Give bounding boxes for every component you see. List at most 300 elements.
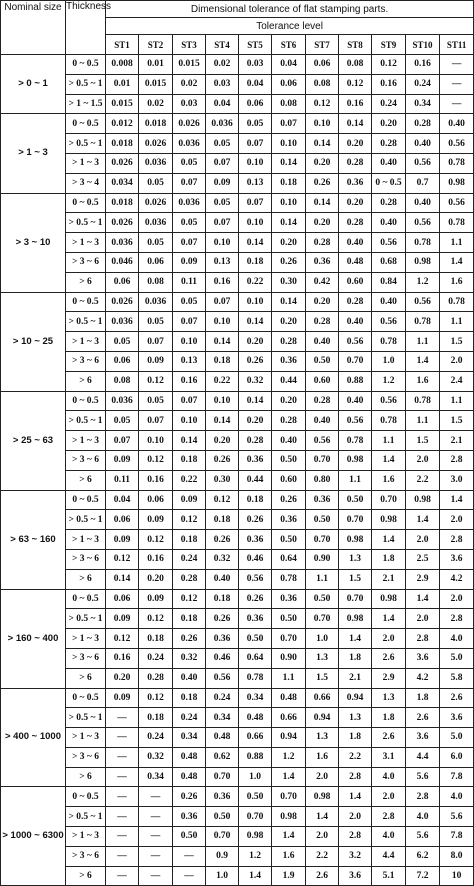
tolerance-value-cell: 0.78	[406, 391, 440, 411]
tolerance-value-cell: 0.16	[406, 55, 440, 75]
tolerance-value-cell: 0.40	[339, 312, 372, 332]
tolerance-value-cell: 0.12	[139, 371, 173, 391]
tolerance-value-cell: 0.05	[139, 233, 173, 253]
level-header-st6: ST6	[272, 35, 306, 55]
tolerance-value-cell: 0.28	[339, 292, 372, 312]
tolerance-value-cell: —	[173, 866, 206, 886]
tolerance-value-cell: 0.06	[239, 94, 272, 114]
tolerance-value-cell: 4.0	[440, 787, 474, 807]
table-row	[1, 767, 474, 787]
tolerance-value-cell: 0.30	[206, 470, 239, 490]
thickness-cell: > 1 ~ 3	[66, 233, 106, 253]
thickness-cell: > 6	[66, 866, 106, 886]
tolerance-value-cell: 0.98	[339, 450, 372, 470]
tolerance-value-cell: 0.28	[272, 332, 306, 352]
tolerance-value-cell: 7.8	[440, 767, 474, 787]
tolerance-value-cell: 1.0	[239, 767, 272, 787]
tolerance-value-cell: 0.98	[339, 530, 372, 550]
tolerance-value-cell: 1.4	[372, 609, 406, 629]
tolerance-value-cell: 0.026	[106, 213, 139, 233]
tolerance-value-cell: 0.78	[239, 668, 272, 688]
tolerance-value-cell: 0.50	[272, 450, 306, 470]
tolerance-value-cell: 0.40	[406, 134, 440, 154]
tolerance-value-cell: 0.56	[372, 391, 406, 411]
thickness-cell: > 1 ~ 3	[66, 530, 106, 550]
tolerance-value-cell: 0.10	[239, 292, 272, 312]
tolerance-value-cell: 2.0	[406, 450, 440, 470]
table-row	[1, 94, 474, 114]
tolerance-value-cell: 2.0	[406, 609, 440, 629]
tolerance-value-cell: 0.48	[206, 728, 239, 748]
tolerance-value-cell: 0.026	[173, 114, 206, 134]
table-row	[1, 351, 474, 371]
tolerance-value-cell: 0.18	[206, 510, 239, 530]
tolerance-value-cell: 0.66	[306, 688, 339, 708]
table-row	[1, 728, 474, 748]
tolerance-value-cell: 0.036	[106, 312, 139, 332]
level-header-st9: ST9	[372, 35, 406, 55]
tolerance-value-cell: 0.66	[272, 708, 306, 728]
tolerance-value-cell: 2.8	[339, 767, 372, 787]
tolerance-value-cell: 0.36	[306, 490, 339, 510]
tolerance-value-cell: 0.36	[206, 787, 239, 807]
tolerance-value-cell: 0.10	[272, 193, 306, 213]
thickness-cell: 0 ~ 0.5	[66, 193, 106, 213]
tolerance-value-cell: 0.40	[339, 391, 372, 411]
tolerance-value-cell: 2.0	[372, 629, 406, 649]
tolerance-value-cell: 0.06	[106, 272, 139, 292]
tolerance-value-cell: 0.26	[206, 530, 239, 550]
tolerance-value-cell: 1.5	[306, 668, 339, 688]
table-row	[1, 569, 474, 589]
tolerance-value-cell: 0.16	[206, 272, 239, 292]
table-row	[1, 549, 474, 569]
tolerance-value-cell: 0.34	[206, 708, 239, 728]
tolerance-value-cell: 0.18	[206, 589, 239, 609]
tolerance-value-cell: 1.4	[239, 866, 272, 886]
tolerance-value-cell: 0.07	[139, 332, 173, 352]
tolerance-value-cell: 0.70	[239, 807, 272, 827]
tolerance-value-cell: 0.10	[206, 233, 239, 253]
tolerance-value-cell: 0.80	[306, 470, 339, 490]
tolerance-value-cell: 0.46	[206, 648, 239, 668]
tolerance-value-cell: 0.08	[106, 371, 139, 391]
table-row	[1, 708, 474, 728]
thickness-cell: > 1 ~ 3	[66, 332, 106, 352]
tolerance-value-cell: 0.32	[139, 747, 173, 767]
tolerance-value-cell: 0.44	[239, 470, 272, 490]
table-row	[1, 589, 474, 609]
tolerance-value-cell: 0.40	[306, 411, 339, 431]
tolerance-value-cell: 4.0	[406, 807, 440, 827]
tolerance-value-cell: 0.06	[272, 74, 306, 94]
tolerance-value-cell: 0.90	[306, 549, 339, 569]
tolerance-value-cell: 0.08	[339, 55, 372, 75]
tolerance-value-cell: 0.13	[173, 351, 206, 371]
tolerance-value-cell: 0.09	[173, 490, 206, 510]
tolerance-value-cell: 0.13	[206, 252, 239, 272]
thickness-cell: > 3 ~ 6	[66, 351, 106, 371]
tolerance-value-cell: 2.6	[372, 728, 406, 748]
tolerance-value-cell: 0.98	[440, 173, 474, 193]
tolerance-value-cell: 0.14	[272, 153, 306, 173]
tolerance-value-cell: 0.64	[239, 648, 272, 668]
tolerance-value-cell: 0.09	[106, 450, 139, 470]
thickness-cell: 0 ~ 0.5	[66, 787, 106, 807]
tolerance-value-cell: 0.14	[272, 292, 306, 312]
tolerance-value-cell: 2.6	[372, 648, 406, 668]
tolerance-value-cell: 0.26	[173, 629, 206, 649]
tolerance-value-cell: 0.36	[239, 450, 272, 470]
tolerance-value-cell: —	[106, 767, 139, 787]
tolerance-value-cell: 0.26	[206, 609, 239, 629]
thickness-cell: > 3 ~ 6	[66, 648, 106, 668]
table-row	[1, 431, 474, 451]
tolerance-value-cell: 0.18	[173, 688, 206, 708]
tolerance-value-cell: 0.10	[239, 213, 272, 233]
tolerance-value-cell: 0.07	[206, 292, 239, 312]
tolerance-value-cell: 8.0	[440, 846, 474, 866]
tolerance-value-cell: 0.10	[272, 134, 306, 154]
tolerance-value-cell: 0.09	[139, 510, 173, 530]
tolerance-value-cell: 2.6	[306, 866, 339, 886]
tolerance-value-cell: 0.036	[173, 193, 206, 213]
tolerance-value-cell: 0.40	[372, 292, 406, 312]
tolerance-value-cell: 0.70	[206, 827, 239, 847]
nominal-size-cell: > 160 ~ 400	[1, 589, 66, 688]
tolerance-value-cell: 0.12	[139, 530, 173, 550]
tolerance-value-cell: 1.4	[339, 787, 372, 807]
tolerance-value-cell: 1.2	[272, 747, 306, 767]
tolerance-value-cell: 0.10	[239, 153, 272, 173]
tolerance-value-cell: 0.02	[139, 94, 173, 114]
thickness-cell: > 3 ~ 4	[66, 173, 106, 193]
tolerance-value-cell: 0.06	[306, 55, 339, 75]
thickness-cell: > 6	[66, 767, 106, 787]
tolerance-value-cell: 0.28	[339, 153, 372, 173]
tolerance-value-cell: 0.78	[406, 312, 440, 332]
tolerance-value-cell: 0.09	[106, 530, 139, 550]
tolerance-value-cell: 1.1	[440, 312, 474, 332]
tolerance-value-cell: 0.036	[106, 233, 139, 253]
tolerance-value-cell: 0.26	[306, 173, 339, 193]
tolerance-value-cell: 0.50	[306, 589, 339, 609]
tolerance-value-cell: 0.16	[139, 470, 173, 490]
thickness-cell: > 0.5 ~ 1	[66, 411, 106, 431]
tolerance-value-cell: 0.12	[106, 549, 139, 569]
tolerance-value-cell: 0.22	[206, 371, 239, 391]
tolerance-value-cell: —	[173, 846, 206, 866]
tolerance-value-cell: 1.3	[306, 648, 339, 668]
thickness-cell: > 0.5 ~ 1	[66, 312, 106, 332]
tolerance-value-cell: 0.40	[406, 193, 440, 213]
tolerance-value-cell: 3.1	[372, 747, 406, 767]
tolerance-value-cell: 2.1	[440, 431, 474, 451]
thickness-cell: > 3 ~ 6	[66, 450, 106, 470]
thickness-cell: > 1 ~ 1.5	[66, 94, 106, 114]
tolerance-value-cell: 0.26	[272, 490, 306, 510]
tolerance-value-cell: 0.26	[239, 510, 272, 530]
tolerance-value-cell: 0.26	[173, 787, 206, 807]
tolerance-value-cell: 0.05	[139, 312, 173, 332]
tolerance-value-cell: 0.70	[206, 767, 239, 787]
tolerance-value-cell: 0.12	[173, 510, 206, 530]
table-row	[1, 787, 474, 807]
tolerance-value-cell: 0.40	[272, 431, 306, 451]
tolerance-value-cell: —	[106, 708, 139, 728]
tolerance-value-cell: 0.34	[173, 728, 206, 748]
tolerance-value-cell: —	[139, 846, 173, 866]
tolerance-value-cell: 0.14	[239, 391, 272, 411]
tolerance-value-cell: 1.6	[406, 371, 440, 391]
tolerance-value-cell: 0.36	[173, 807, 206, 827]
tolerance-value-cell: 0.026	[139, 134, 173, 154]
tolerance-value-cell: 0.20	[272, 391, 306, 411]
tolerance-value-cell: 0.36	[272, 351, 306, 371]
tolerance-value-cell: 0.62	[206, 747, 239, 767]
tolerance-value-cell: 0.50	[306, 351, 339, 371]
tolerance-value-cell: 0.015	[173, 55, 206, 75]
table-row	[1, 153, 474, 173]
tolerance-value-cell: 3.6	[339, 866, 372, 886]
tolerance-value-cell: 3.6	[440, 549, 474, 569]
tolerance-value-cell: 5.6	[406, 767, 440, 787]
tolerance-value-cell: 0.7	[406, 173, 440, 193]
tolerance-value-cell: 0.40	[372, 153, 406, 173]
thickness-cell: > 3 ~ 6	[66, 252, 106, 272]
thickness-cell: 0 ~ 0.5	[66, 391, 106, 411]
table-row	[1, 391, 474, 411]
thickness-cell: > 6	[66, 668, 106, 688]
tolerance-value-cell: 0.42	[306, 272, 339, 292]
tolerance-value-cell: 0.78	[372, 332, 406, 352]
tolerance-value-cell: 0.94	[339, 688, 372, 708]
tolerance-value-cell: 0.07	[173, 173, 206, 193]
tolerance-value-cell: 0.40	[173, 668, 206, 688]
table-row	[1, 866, 474, 886]
tolerance-value-cell: 5.0	[440, 728, 474, 748]
thickness-cell: > 6	[66, 470, 106, 490]
tolerance-value-cell: 0.05	[139, 391, 173, 411]
tolerance-value-cell: 0.24	[139, 728, 173, 748]
tolerance-value-cell: 0.36	[339, 173, 372, 193]
tolerance-value-cell: 0.12	[173, 589, 206, 609]
tolerance-value-cell: 0.70	[306, 530, 339, 550]
tolerance-value-cell: 0.14	[239, 233, 272, 253]
tolerance-value-cell: 1.5	[339, 569, 372, 589]
tolerance-value-cell: 0.08	[306, 74, 339, 94]
tolerance-value-cell: 0.28	[239, 431, 272, 451]
tolerance-value-cell: 1.2	[406, 272, 440, 292]
table-row	[1, 510, 474, 530]
table-row	[1, 668, 474, 688]
tolerance-value-cell: 0.98	[406, 252, 440, 272]
tolerance-value-cell: 1.4	[272, 827, 306, 847]
thickness-cell: > 0.5 ~ 1	[66, 134, 106, 154]
nominal-size-cell: > 1 ~ 3	[1, 114, 66, 193]
tolerance-value-cell: 4.2	[440, 569, 474, 589]
nominal-size-cell: > 3 ~ 10	[1, 193, 66, 292]
level-header-st8: ST8	[339, 35, 372, 55]
table-row	[1, 470, 474, 490]
tolerance-value-cell: 0.04	[206, 94, 239, 114]
tolerance-value-cell: 0.08	[139, 272, 173, 292]
tolerance-value-cell: 0.14	[206, 332, 239, 352]
nominal-size-cell: > 400 ~ 1000	[1, 688, 66, 787]
tolerance-value-cell: 0.50	[339, 490, 372, 510]
tolerance-value-cell: 0.04	[106, 490, 139, 510]
tolerance-value-cell: 5.6	[440, 807, 474, 827]
level-header-st3: ST3	[173, 35, 206, 55]
thickness-cell: > 1 ~ 3	[66, 431, 106, 451]
tolerance-value-cell: 0.18	[239, 252, 272, 272]
table-row	[1, 134, 474, 154]
table-row	[1, 272, 474, 292]
tolerance-value-cell: 2.2	[306, 846, 339, 866]
thickness-cell: > 1 ~ 3	[66, 827, 106, 847]
table-body	[1, 1, 474, 886]
tolerance-value-cell: 0.90	[272, 648, 306, 668]
table-row	[1, 827, 474, 847]
tolerance-value-cell: 1.1	[272, 668, 306, 688]
tolerance-value-cell: 0.05	[139, 173, 173, 193]
tolerance-value-cell: 0.50	[306, 510, 339, 530]
nominal-size-cell: > 1000 ~ 6300	[1, 787, 66, 886]
tolerance-value-cell: 0.11	[106, 470, 139, 490]
tolerance-value-cell: 5.8	[440, 668, 474, 688]
tolerance-value-cell: 0.12	[139, 450, 173, 470]
table-row	[1, 688, 474, 708]
tolerance-value-cell: —	[440, 94, 474, 114]
tolerance-value-cell: 0.05	[106, 411, 139, 431]
table-row	[1, 450, 474, 470]
tolerance-value-cell: 0.26	[206, 450, 239, 470]
tolerance-value-cell: 0.04	[272, 55, 306, 75]
tolerance-value-cell: 0.08	[272, 94, 306, 114]
tolerance-value-cell: —	[139, 827, 173, 847]
tolerance-value-cell: 0.28	[139, 668, 173, 688]
tolerance-value-cell: 0.34	[239, 688, 272, 708]
tolerance-value-cell: 1.4	[406, 351, 440, 371]
tolerance-value-cell: 0.28	[406, 114, 440, 134]
nominal-size-cell: > 63 ~ 160	[1, 490, 66, 589]
tolerance-value-cell: 0.78	[272, 569, 306, 589]
thickness-cell: 0 ~ 0.5	[66, 490, 106, 510]
tolerance-value-cell: 2.0	[372, 787, 406, 807]
tolerance-value-cell: 1.6	[440, 272, 474, 292]
tolerance-value-cell: 0.018	[106, 193, 139, 213]
tolerance-value-cell: —	[440, 55, 474, 75]
tolerance-value-cell: 2.1	[339, 668, 372, 688]
tolerance-value-cell: 0.12	[306, 94, 339, 114]
nominal-size-label: Nominal size	[4, 2, 62, 13]
table-row	[1, 411, 474, 431]
tolerance-value-cell: —	[440, 74, 474, 94]
tolerance-value-cell: 0.03	[173, 94, 206, 114]
tolerance-value-cell: 6.2	[406, 846, 440, 866]
tolerance-value-cell: 0.07	[173, 312, 206, 332]
nominal-size-cell: > 10 ~ 25	[1, 292, 66, 391]
tolerance-value-cell: 0.06	[106, 351, 139, 371]
tolerance-value-cell: 0.046	[106, 252, 139, 272]
tolerance-value-cell: 2.0	[306, 767, 339, 787]
tolerance-value-cell: 0.13	[239, 173, 272, 193]
tolerance-value-cell: 1.4	[306, 807, 339, 827]
tolerance-value-cell: 0.60	[339, 272, 372, 292]
tolerance-value-cell: 0.22	[239, 272, 272, 292]
table-row	[1, 114, 474, 134]
tolerance-value-cell: 2.2	[406, 470, 440, 490]
tolerance-value-cell: 1.3	[306, 728, 339, 748]
tolerance-value-cell: 7.2	[406, 866, 440, 886]
tolerance-value-cell: 0.11	[173, 272, 206, 292]
tolerance-value-cell: —	[106, 787, 139, 807]
tolerance-value-cell: 0.24	[372, 94, 406, 114]
tolerance-value-cell: 7.8	[440, 827, 474, 847]
tolerance-value-cell: 0.70	[272, 629, 306, 649]
tolerance-value-cell: 0.32	[206, 549, 239, 569]
tolerance-value-cell: 1.3	[339, 708, 372, 728]
thickness-cell: > 6	[66, 272, 106, 292]
tolerance-value-cell: 3.6	[440, 708, 474, 728]
tolerance-value-cell: 0.56	[406, 213, 440, 233]
thickness-cell: > 6	[66, 371, 106, 391]
tolerance-value-cell: 1.4	[406, 589, 440, 609]
tolerance-value-cell: 0.50	[239, 629, 272, 649]
tolerance-value-cell: 1.4	[440, 490, 474, 510]
tolerance-value-cell: 2.4	[440, 371, 474, 391]
table-row	[1, 332, 474, 352]
tolerance-value-cell: 0.24	[173, 708, 206, 728]
thickness-cell: > 3 ~ 6	[66, 747, 106, 767]
tolerance-value-cell: 0.26	[272, 252, 306, 272]
tolerance-value-cell: 0.012	[106, 114, 139, 134]
tolerance-value-cell: 4.4	[372, 846, 406, 866]
tolerance-value-cell: 0.70	[339, 589, 372, 609]
tolerance-value-cell: 0.16	[173, 371, 206, 391]
tolerance-value-cell: 0.12	[372, 55, 406, 75]
tolerance-value-cell: 0.70	[272, 787, 306, 807]
tolerance-value-cell: 1.1	[440, 233, 474, 253]
tolerance-value-cell: 0.05	[173, 292, 206, 312]
tolerance-value-cell: 6.0	[440, 747, 474, 767]
tolerance-value-cell: 0.78	[339, 431, 372, 451]
tolerance-value-cell: 0.09	[139, 351, 173, 371]
tolerance-value-cell: 0.24	[173, 549, 206, 569]
tolerance-value-cell: 0.70	[339, 351, 372, 371]
tolerance-value-cell: 0.56	[440, 134, 474, 154]
tolerance-value-cell: 0.22	[173, 470, 206, 490]
tolerance-value-cell: 2.6	[440, 688, 474, 708]
table-row	[1, 213, 474, 233]
tolerance-value-cell: 0.98	[339, 609, 372, 629]
tolerance-value-cell: 0.40	[206, 569, 239, 589]
tolerance-value-cell: 0.036	[139, 213, 173, 233]
tolerance-value-cell: —	[106, 846, 139, 866]
tolerance-value-cell: 0.24	[406, 74, 440, 94]
table-row	[1, 312, 474, 332]
thickness-cell: > 0.5 ~ 1	[66, 708, 106, 728]
tolerance-value-cell: 0.66	[239, 728, 272, 748]
tolerance-value-cell: 2.5	[406, 549, 440, 569]
tolerance-value-cell: 2.8	[440, 530, 474, 550]
level-header-st10: ST10	[406, 35, 440, 55]
tolerance-value-cell: 0.64	[272, 549, 306, 569]
tolerance-value-cell: 0.026	[106, 292, 139, 312]
thickness-cell: > 1 ~ 3	[66, 629, 106, 649]
tolerance-value-cell: 0.40	[440, 114, 474, 134]
tolerance-value-cell: 4.2	[406, 668, 440, 688]
